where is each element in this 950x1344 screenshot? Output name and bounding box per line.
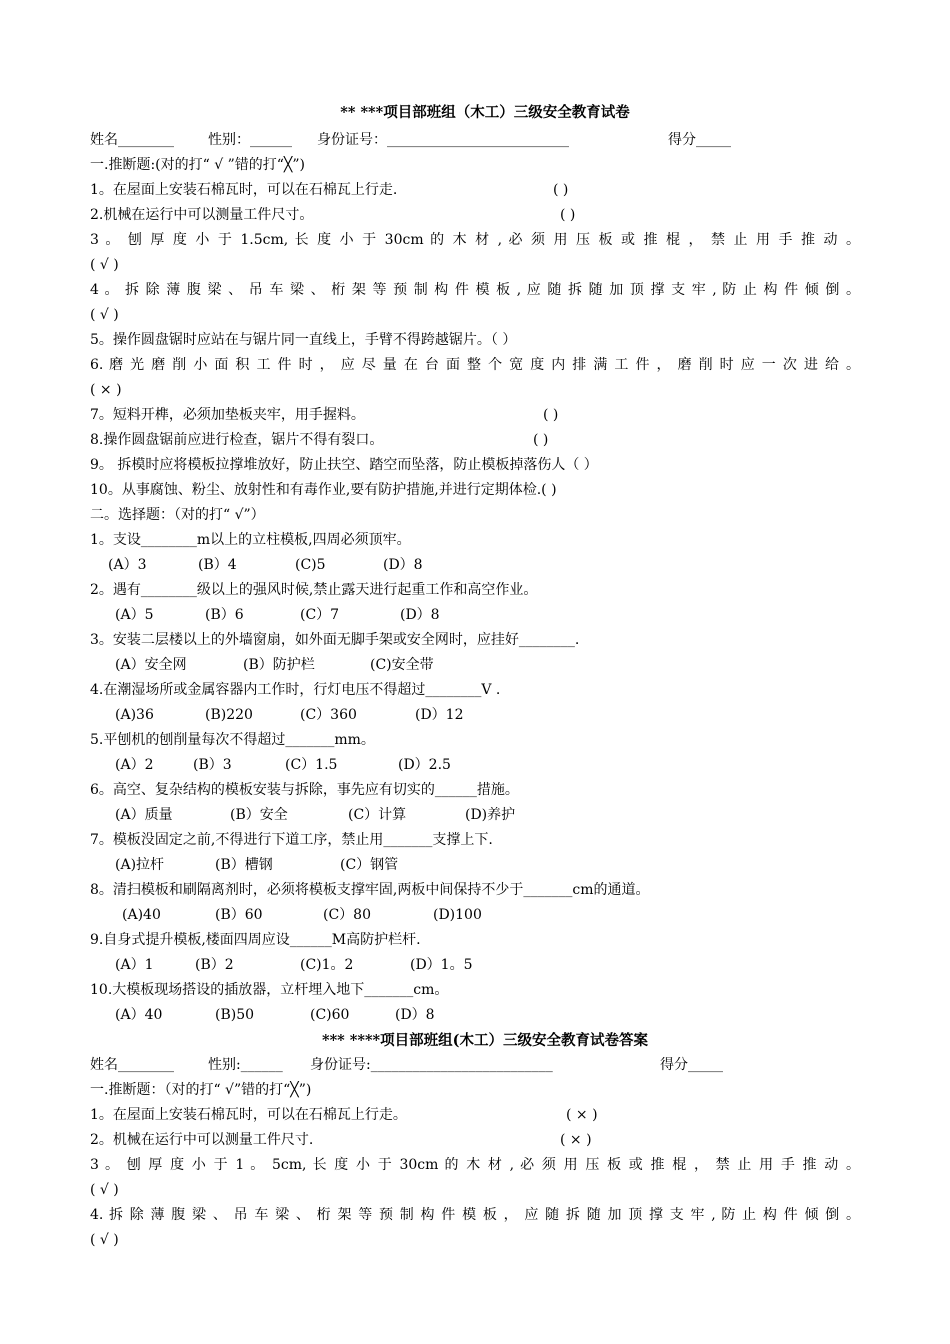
option: (D)100 [433, 907, 482, 923]
judge-text: 1。在屋面上安装石棉瓦时，可以在石棉瓦上行走。 [90, 1107, 407, 1123]
judge-answer-paren: ( ) [553, 182, 569, 198]
choice-options-5 [90, 753, 860, 778]
option: (A）3 [108, 557, 147, 573]
answer-judge-item-4: 4. 拆 除 薄 腹 梁 、 吊 车 梁 、 桁 架 等 预 制 构 件 模 板 ， 应 随 拆 随 加 顶 撑 支 牢 , 防 止 构 件 倾 倒 。 [90, 1207, 860, 1223]
option: (A）1 [115, 957, 154, 973]
judge-text: 7。短料开榫，必须加垫板夹牢，用手握料。 [90, 407, 365, 423]
id-field: 身份证号：__________________________ [317, 132, 569, 148]
option: (C)5 [295, 557, 326, 573]
choice-question-9: 9.自身式提升模板,楼面四周应设______M高防护栏杆. [90, 932, 421, 948]
answer-judge-item-4-answer: ( √ ) [90, 1232, 119, 1248]
answer-judge-item-3: 3 。 刨 厚 度 小 于 1 。 5cm, 长 度 小 于 30cm 的 木 材 , 必 须 用 压 板 或 推 棍 ， 禁 止 用 手 推 动 。 [90, 1157, 860, 1173]
choice-options-2 [90, 603, 860, 628]
judge-answer-paren: ( ) [543, 407, 559, 423]
option: (A）40 [115, 1007, 163, 1023]
option: (C)1。2 [300, 957, 354, 973]
choice-options-1 [90, 553, 860, 578]
choice-question-6: 6。高空、复杂结构的模板安装与拆除，事先应有切实的______措施。 [90, 782, 519, 798]
option: (B）安全 [230, 807, 288, 823]
judge-answer-paren: ( × ) [560, 1132, 592, 1148]
option: (D）12 [415, 707, 464, 723]
choice-question-8: 8。清扫模板和刷隔离剂时，必须将模板支撑牢固,两板中间保持不少于_______cm的通道。 [90, 882, 650, 898]
option: (C）80 [323, 907, 371, 923]
judge-text: 8.操作圆盘锯前应进行检查，锯片不得有裂口。 [90, 432, 384, 448]
exam-info-row [90, 128, 860, 153]
score-field: 得分_____ [668, 132, 731, 148]
option: (A）2 [115, 757, 154, 773]
judge-item-6: 6. 磨 光 磨 削 小 面 积 工 件 时 ， 应 尽 量 在 台 面 整 个 宽 度 内 排 满 工 件 ， 磨 削 时 应 一 次 进 给 。 [90, 357, 861, 373]
option: (D）8 [395, 1007, 435, 1023]
choice-question-10: 10.大模板现场搭设的插放器，立杆埋入地下_______cm。 [90, 982, 449, 998]
answer-info-row [90, 1053, 860, 1078]
option: (B）6 [205, 607, 244, 623]
option: (D）8 [383, 557, 423, 573]
judge-answer-paren: ( ) [560, 207, 576, 223]
choice-question-1: 1。支设________m以上的立柱模板,四周必须顶牢。 [90, 532, 411, 548]
option: (A)拉杆 [115, 857, 165, 873]
judge-item-6-answer: ( × ) [90, 382, 122, 398]
option: (D）8 [400, 607, 440, 623]
choice-question-5: 5.平刨机的刨削量每次不得超过_______mm。 [90, 732, 375, 748]
option: (D)养护 [465, 807, 516, 823]
choice-question-3: 3。安装二层楼以上的外墙窗扇，如外面无脚手架或安全网时，应挂好________. [90, 632, 580, 648]
option: (D）1。5 [410, 957, 473, 973]
answer-section1-heading: 一.推断题：（对的打“ √”错的打“╳”) [90, 1082, 312, 1098]
option: (A)36 [115, 707, 154, 723]
option: (B）防护栏 [243, 657, 315, 673]
judge-item-1 [90, 178, 860, 203]
judge-answer-paren: ( × ) [566, 1107, 598, 1123]
choice-options-8 [90, 903, 860, 928]
option: (B）槽钢 [215, 857, 273, 873]
option: (C）360 [300, 707, 357, 723]
option: (A)40 [122, 907, 161, 923]
choice-question-7: 7。模板没固定之前,不得进行下道工序，禁止用_______支撑上下. [90, 832, 493, 848]
option: (B）60 [215, 907, 263, 923]
option: (A）质量 [115, 807, 173, 823]
option: (D）2.5 [398, 757, 451, 773]
judge-item-10: 10。从事腐蚀、粉尘、放射性和有毒作业,要有防护措施,并进行定期体检.( ) [90, 482, 557, 498]
choice-question-2: 2。遇有________级以上的强风时候,禁止露天进行起重工作和高空作业。 [90, 582, 538, 598]
answer-title: *** ****项目部班组(木工）三级安全教育试卷答案 [322, 1032, 648, 1049]
id-field: 身份证号:__________________________ [310, 1057, 553, 1073]
choice-options-3 [90, 653, 860, 678]
name-field: 姓名________ [90, 132, 174, 148]
option: (C）计算 [348, 807, 407, 823]
judge-item-7 [90, 403, 860, 428]
option: (B）4 [198, 557, 237, 573]
choice-options-10 [90, 1003, 860, 1028]
judge-item-3-answer: ( √ ) [90, 257, 119, 273]
section2-heading: 二。选择题：（对的打“ √”） [90, 507, 265, 523]
section1-heading: 一.推断题:(对的打“ √ ”错的打“╳”) [90, 157, 305, 173]
choice-options-4 [90, 703, 860, 728]
judge-text: 2.机械在运行中可以测量工件尺寸。 [90, 207, 314, 223]
exam-title: ** ***项目部班组（木工）三级安全教育试卷 [340, 104, 630, 121]
judge-item-9: 9。 拆模时应将模板拉撑堆放好，防止扶空、踏空而坠落，防止模板掉落伤人（ ） [90, 457, 598, 473]
option: (A）安全网 [115, 657, 187, 673]
option: (C）钢管 [340, 857, 399, 873]
score-field: 得分_____ [660, 1057, 723, 1073]
exam-page [90, 103, 860, 1253]
judge-answer-paren: ( ) [533, 432, 549, 448]
choice-options-6 [90, 803, 860, 828]
judge-item-2 [90, 203, 860, 228]
option: (B)220 [205, 707, 253, 723]
judge-text: 1。在屋面上安装石棉瓦时，可以在石棉瓦上行走. [90, 182, 398, 198]
choice-question-4: 4.在潮湿场所或金属容器内工作时，行灯电压不得超过________V . [90, 682, 501, 698]
answer-judge-item-3-answer: ( √ ) [90, 1182, 119, 1198]
judge-item-8 [90, 428, 860, 453]
choice-options-9 [90, 953, 860, 978]
option: (C)60 [310, 1007, 350, 1023]
gender-field: 性别:______ [208, 1057, 283, 1073]
option: (A）5 [115, 607, 154, 623]
option: (C）7 [300, 607, 340, 623]
judge-item-5: 5。操作圆盘锯时应站在与锯片同一直线上，手臂不得跨越锯片。（ ） [90, 332, 517, 348]
answer-judge-item-2 [90, 1128, 860, 1153]
answer-judge-item-1 [90, 1103, 860, 1128]
option: (B）3 [193, 757, 232, 773]
option: (C)安全带 [370, 657, 434, 673]
judge-item-4-answer: ( √ ) [90, 307, 119, 323]
option: (B)50 [215, 1007, 255, 1023]
judge-text: 2。机械在运行中可以测量工件尺寸. [90, 1132, 314, 1148]
choice-options-7 [90, 853, 860, 878]
judge-item-4: 4 。 拆 除 薄 腹 梁 、 吊 车 梁 、 桁 架 等 预 制 构 件 模 板 , 应 随 拆 随 加 顶 撑 支 牢 , 防 止 构 件 倾 倒 。 [90, 282, 860, 298]
judge-item-3: 3 。 刨 厚 度 小 于 1.5cm, 长 度 小 于 30cm 的 木 材 , 必 须 用 压 板 或 推 棍 ， 禁 止 用 手 推 动 。 [90, 232, 860, 248]
gender-field: 性别：______ [208, 132, 292, 148]
option: (C）1.5 [285, 757, 338, 773]
name-field: 姓名________ [90, 1057, 174, 1073]
option: (B）2 [195, 957, 234, 973]
